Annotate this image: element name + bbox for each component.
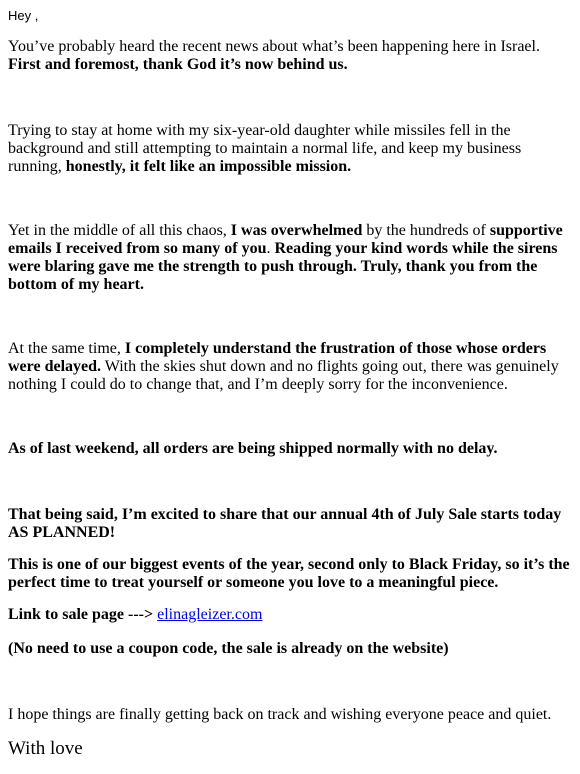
paragraph-support-text-2: by the hundreds of [362, 222, 490, 239]
paragraph-coupon-note-bold: (No need to use a coupon code, the sale is already on the website) [8, 640, 449, 657]
paragraph-delays-text-1: At the same time, [8, 340, 125, 357]
paragraph-home-text: Trying to stay at home with my six-year-old daughter while missiles fell in the background and still attempting to maintain a normal life, and keep my business running, [8, 122, 522, 175]
paragraph-shipping [8, 440, 574, 458]
paragraph-support-text-1: Yet in the middle of all this chaos, [8, 222, 231, 239]
paragraph-home-bold: honestly, it felt like an impossible mission. [65, 158, 352, 175]
paragraph-news-text: You’ve probably heard the recent news about what’s been happening here in Israel. [8, 38, 540, 55]
paragraph-sale-details-bold: This is one of our biggest events of the year, second only to Black Friday, so it’s the perfect time to treat yourself or someone you love to a meaningful piece. [8, 556, 570, 591]
paragraph-news-bold: First and foremost, thank God it’s now behind us. [8, 56, 348, 73]
paragraph-support [8, 222, 574, 294]
paragraph-delays-text-2: With the skies shut down and no flights going out, there was genuinely nothing I could do to change that, and I’m deeply sorry for the inconvenience. [8, 358, 559, 393]
sale-link-label: Link to sale page ---> [8, 606, 158, 623]
paragraph-shipping-bold: As of last weekend, all orders are being shipped normally with no delay. [8, 440, 498, 457]
paragraph-coupon-note [8, 640, 574, 658]
paragraph-delays-bold: I completely understand the frustration of those whose orders were delayed. [8, 340, 547, 375]
paragraph-closing-text: I hope things are finally getting back on track and wishing everyone peace and quiet. [8, 706, 552, 723]
sale-page-link[interactable]: elinagleizer.com [157, 606, 263, 623]
signoff: With love [8, 738, 83, 759]
paragraph-news [8, 38, 574, 74]
paragraph-closing [8, 706, 574, 724]
paragraph-sale-announcement [8, 506, 574, 542]
paragraph-support-text-3: . [266, 240, 275, 257]
paragraph-home [8, 122, 574, 176]
paragraph-support-bold-2: supportive emails I received from so many of you [8, 222, 563, 257]
paragraph-support-bold-3: Reading your kind words while the sirens were blaring gave me the strength to push through. Truly, thank you from the bottom of my heart. [8, 240, 558, 293]
paragraph-sale-link [8, 606, 574, 624]
paragraph-delays [8, 340, 574, 394]
paragraph-support-bold-1: I was overwhelmed [230, 222, 363, 239]
paragraph-sale-announcement-bold: That being said, I’m excited to share that our annual 4th of July Sale starts today AS PLANNED! [8, 506, 562, 541]
paragraph-sale-details [8, 556, 574, 592]
greeting: Hey , [8, 8, 39, 23]
